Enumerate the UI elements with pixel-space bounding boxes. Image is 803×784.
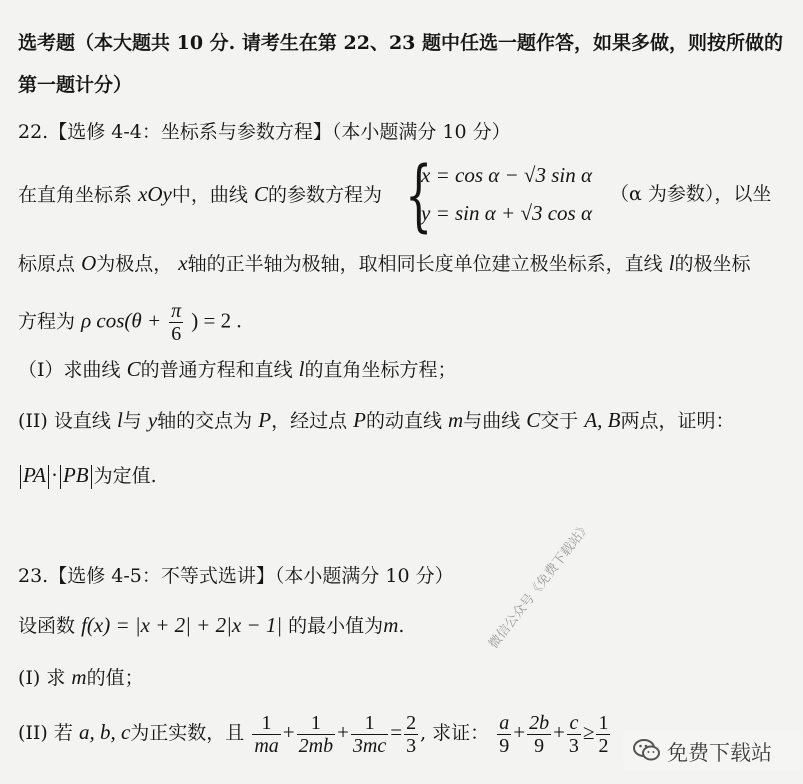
fraction-a-over-9: $\frac{a}{9}$	[499, 711, 510, 757]
q23-header: 23.【选修 4-5：不等式选讲】（本小题满分 10 分）	[18, 565, 454, 587]
fraction-2b-over-9: $\frac{2b}{9}$	[529, 711, 550, 757]
parametric-y-equation: y = sin α + √3 cos α	[421, 201, 592, 225]
q23-paragraph1: 设函数 f(x) = |x + 2| + 2|x − 1| 的最小值为m.	[18, 613, 405, 637]
q23-part1: (I) 求 m的值；	[18, 665, 144, 689]
section-intro-line1: 选考题（本大题共 10 分. 请考生在第 22、23 题中任选一题作答，如果多做，则按所做的	[18, 32, 784, 54]
q23-part2: (II) 若 a, b, c为正实数，且 $\frac{1}{ma}$ + $\frac{1}{2mb}$ + $\frac{1}{3mc}$ = $\frac{2}{3}$ , 求证： $\frac{a}{9}$ + $\frac{2b}{9}$ + $\frac{c}{3}$ ≥ $\frac{1}{2}$	[18, 711, 609, 757]
wechat-watermark: 微信公众号《免费下载站》	[486, 519, 595, 652]
q22-header: 22.【选修 4-4：坐标系与参数方程】（本小题满分 10 分）	[18, 121, 511, 143]
wechat-icon	[633, 738, 661, 762]
fraction-1-over-2: $\frac{1}{2}$	[598, 711, 609, 757]
parametric-x-equation: x = cos α − √3 sin α	[421, 163, 592, 187]
q22-paragraph1: 在直角坐标系 xOy中，曲线 C的参数方程为	[18, 182, 382, 206]
section-intro-line2: 第一题计分）	[18, 74, 133, 96]
fraction-1-over-ma: $\frac{1}{ma}$	[254, 711, 279, 757]
fraction-c-over-3: $\frac{c}{3}$	[568, 711, 579, 757]
fraction-1-over-2mb: $\frac{1}{2mb}$	[298, 711, 334, 757]
parametric-equation-system	[405, 151, 605, 241]
q22-part2-conclusion: PA · PB 为定值.	[18, 462, 157, 489]
fraction-2-over-3: $\frac{2}{3}$	[406, 711, 417, 757]
site-logo	[623, 730, 801, 770]
q22-part1: （I）求曲线 C的普通方程和直线 l的直角坐标方程；	[18, 357, 457, 381]
fraction-1-over-3mc: $\frac{1}{3mc}$	[352, 711, 387, 757]
q22-part2: (II) 设直线 l与 y轴的交点为 P，经过点 P的动直线 m与曲线 C交于 A, B两点，证明：	[18, 408, 735, 432]
q22-paragraph3: 方程为 ρ cos(θ + $\frac{\pi}{6}$ ) = 2 .	[18, 300, 242, 345]
pi-over-6-fraction: $\frac{\pi}{6}$	[171, 300, 182, 345]
brace-symbol: {	[405, 151, 433, 241]
logo-text: 免费下载站	[667, 741, 772, 765]
q22-param-note: （α 为参数），以坐	[610, 183, 772, 205]
q22-paragraph2: 标原点 O为极点， x轴的正半轴为极轴，取相同长度单位建立极坐标系，直线 l的极坐标	[18, 251, 751, 275]
